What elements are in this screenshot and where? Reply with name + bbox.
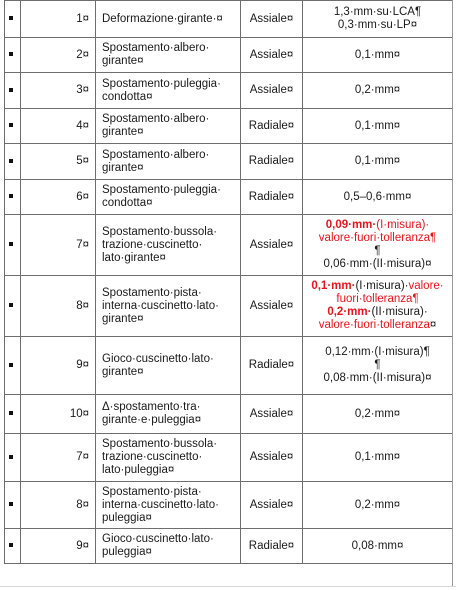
page-edge	[452, 0, 453, 586]
row-value	[303, 337, 453, 395]
table-row	[5, 144, 453, 180]
row-number: 3¤	[21, 73, 96, 109]
value-fragment: 0,09·mm·	[325, 219, 377, 231]
row-number: 1¤	[21, 1, 96, 38]
row-marker	[5, 434, 21, 482]
table-row	[5, 73, 453, 109]
value-fragment: (I·misura)·	[355, 280, 409, 292]
table-row	[5, 1, 453, 38]
row-bullet-icon	[9, 194, 13, 198]
value-line	[305, 319, 450, 332]
row-value	[303, 276, 453, 337]
row-description: Spostamento·puleggia· condotta¤	[96, 180, 241, 215]
value-line: ¶	[374, 359, 381, 371]
value-line: 0,12·mm·(I·misura)¶	[325, 346, 430, 358]
row-direction: Assiale¤	[241, 73, 303, 109]
row-value	[303, 144, 453, 180]
value-fragment: 0,1·mm·	[311, 280, 356, 292]
row-value	[303, 180, 453, 215]
table-row	[5, 276, 453, 337]
value-line: 0,06·mm·(II·misura)¤	[323, 258, 432, 270]
row-direction: Assiale¤	[241, 1, 303, 38]
row-description: Spostamento·pista· interna·cuscinetto·lato· puleggia¤	[96, 482, 241, 529]
table-row	[5, 109, 453, 144]
row-value	[303, 73, 453, 109]
row-number: 2¤	[21, 38, 96, 73]
value-fragment: ¤	[429, 319, 437, 331]
row-number: 4¤	[21, 109, 96, 144]
value-line: 0,08·mm¤	[351, 539, 404, 552]
row-marker	[5, 337, 21, 395]
value-line: 0,2·mm¤	[354, 498, 401, 511]
row-direction: Assiale¤	[241, 215, 303, 276]
row-bullet-icon	[9, 159, 13, 163]
row-direction: Radiale¤	[241, 529, 303, 564]
page-divider	[0, 586, 456, 587]
value-line: valore·fuori·tolleranza¶	[318, 232, 437, 244]
value-line: 0,5–0,6·mm¤	[343, 190, 412, 203]
row-direction: Assiale¤	[241, 482, 303, 529]
row-marker	[5, 38, 21, 73]
row-direction: Assiale¤	[241, 38, 303, 73]
value-fragment: (I·misura)·	[376, 219, 430, 231]
row-direction: Radiale¤	[241, 144, 303, 180]
row-marker	[5, 529, 21, 564]
table-body	[5, 1, 453, 564]
row-bullet-icon	[9, 303, 13, 307]
row-description: Spostamento·bussola· trazione·cuscinetto· lato·puleggia¤	[96, 434, 241, 482]
value-line: fuori·tolleranza¶	[336, 293, 419, 305]
value-line	[305, 306, 450, 319]
value-line	[305, 219, 450, 232]
row-number: 8¤	[21, 276, 96, 337]
value-line: 0,3·mm·su·LP¤	[337, 19, 418, 31]
row-number: 7¤	[21, 434, 96, 482]
row-bullet-icon	[9, 363, 13, 367]
row-bullet-icon	[9, 455, 13, 459]
row-description: Gioco·cuscinetto·lato· puleggia¤	[96, 529, 241, 564]
value-line: 1,3·mm·su·LCA¶	[333, 6, 422, 18]
table-row	[5, 337, 453, 395]
row-direction: Radiale¤	[241, 109, 303, 144]
row-number: 10¤	[21, 395, 96, 434]
table-row	[5, 529, 453, 564]
row-value	[303, 1, 453, 38]
row-value	[303, 482, 453, 529]
value-line	[305, 280, 450, 293]
value-fragment: valore·	[408, 280, 444, 292]
row-bullet-icon	[9, 411, 13, 415]
row-description: Spostamento·puleggia· condotta¤	[96, 73, 241, 109]
row-bullet-icon	[9, 543, 13, 547]
row-value	[303, 215, 453, 276]
row-number: 8¤	[21, 482, 96, 529]
value-fragment: valore·fuori·tolleranza	[318, 319, 430, 331]
row-value	[303, 109, 453, 144]
row-number: 5¤	[21, 144, 96, 180]
table-row	[5, 434, 453, 482]
table-row	[5, 395, 453, 434]
row-marker	[5, 276, 21, 337]
value-fragment: (II·misura)·	[371, 306, 428, 318]
row-direction: Assiale¤	[241, 276, 303, 337]
value-line: 0,2·mm¤	[354, 84, 401, 96]
row-description: Spostamento·albero· girante¤	[96, 109, 241, 144]
value-line: 0,1·mm¤	[354, 155, 401, 167]
row-number: 6¤	[21, 180, 96, 215]
row-direction: Assiale¤	[241, 434, 303, 482]
row-bullet-icon	[9, 52, 13, 56]
row-description: Spostamento·pista· interna·cuscinetto·lato· girante¤	[96, 276, 241, 337]
table-row	[5, 215, 453, 276]
row-direction: Radiale¤	[241, 180, 303, 215]
row-marker	[5, 482, 21, 529]
value-line: 0,1·mm¤	[354, 48, 401, 61]
value-line: 0,1·mm¤	[354, 451, 401, 463]
table-row	[5, 180, 453, 215]
value-line: 0,2·mm¤	[354, 407, 401, 420]
row-description: Δ·spostamento·tra· girante·e·puleggia¤	[96, 395, 241, 434]
row-marker	[5, 395, 21, 434]
row-bullet-icon	[9, 123, 13, 127]
row-description: Spostamento·albero· girante¤	[96, 144, 241, 180]
row-description: Deformazione·girante·¤	[96, 1, 241, 38]
row-marker	[5, 1, 21, 38]
row-value	[303, 395, 453, 434]
row-value	[303, 529, 453, 564]
row-value	[303, 38, 453, 73]
row-marker	[5, 180, 21, 215]
row-bullet-icon	[9, 502, 13, 506]
measurement-table	[4, 0, 453, 564]
table-row	[5, 482, 453, 529]
row-bullet-icon	[9, 242, 13, 246]
table-row	[5, 38, 453, 73]
row-marker	[5, 73, 21, 109]
row-marker	[5, 215, 21, 276]
value-line: ¶	[374, 245, 381, 257]
row-description: Spostamento·bussola· trazione·cuscinetto· lato·girante¤	[96, 215, 241, 276]
row-description: Gioco·cuscinetto·lato· girante¤	[96, 337, 241, 395]
row-marker	[5, 109, 21, 144]
row-direction: Assiale¤	[241, 395, 303, 434]
row-number: 9¤	[21, 337, 96, 395]
row-value	[303, 434, 453, 482]
value-line: 0,08·mm·(II·misura)¤	[323, 372, 432, 384]
row-bullet-icon	[9, 88, 13, 92]
value-line: 0,1·mm¤	[354, 119, 401, 132]
row-number: 9¤	[21, 529, 96, 564]
row-marker	[5, 144, 21, 180]
value-fragment: 0,2·mm·	[327, 306, 372, 318]
row-direction: Radiale¤	[241, 337, 303, 395]
row-bullet-icon	[9, 16, 13, 20]
row-description: Spostamento·albero· girante¤	[96, 38, 241, 73]
row-number: 7¤	[21, 215, 96, 276]
